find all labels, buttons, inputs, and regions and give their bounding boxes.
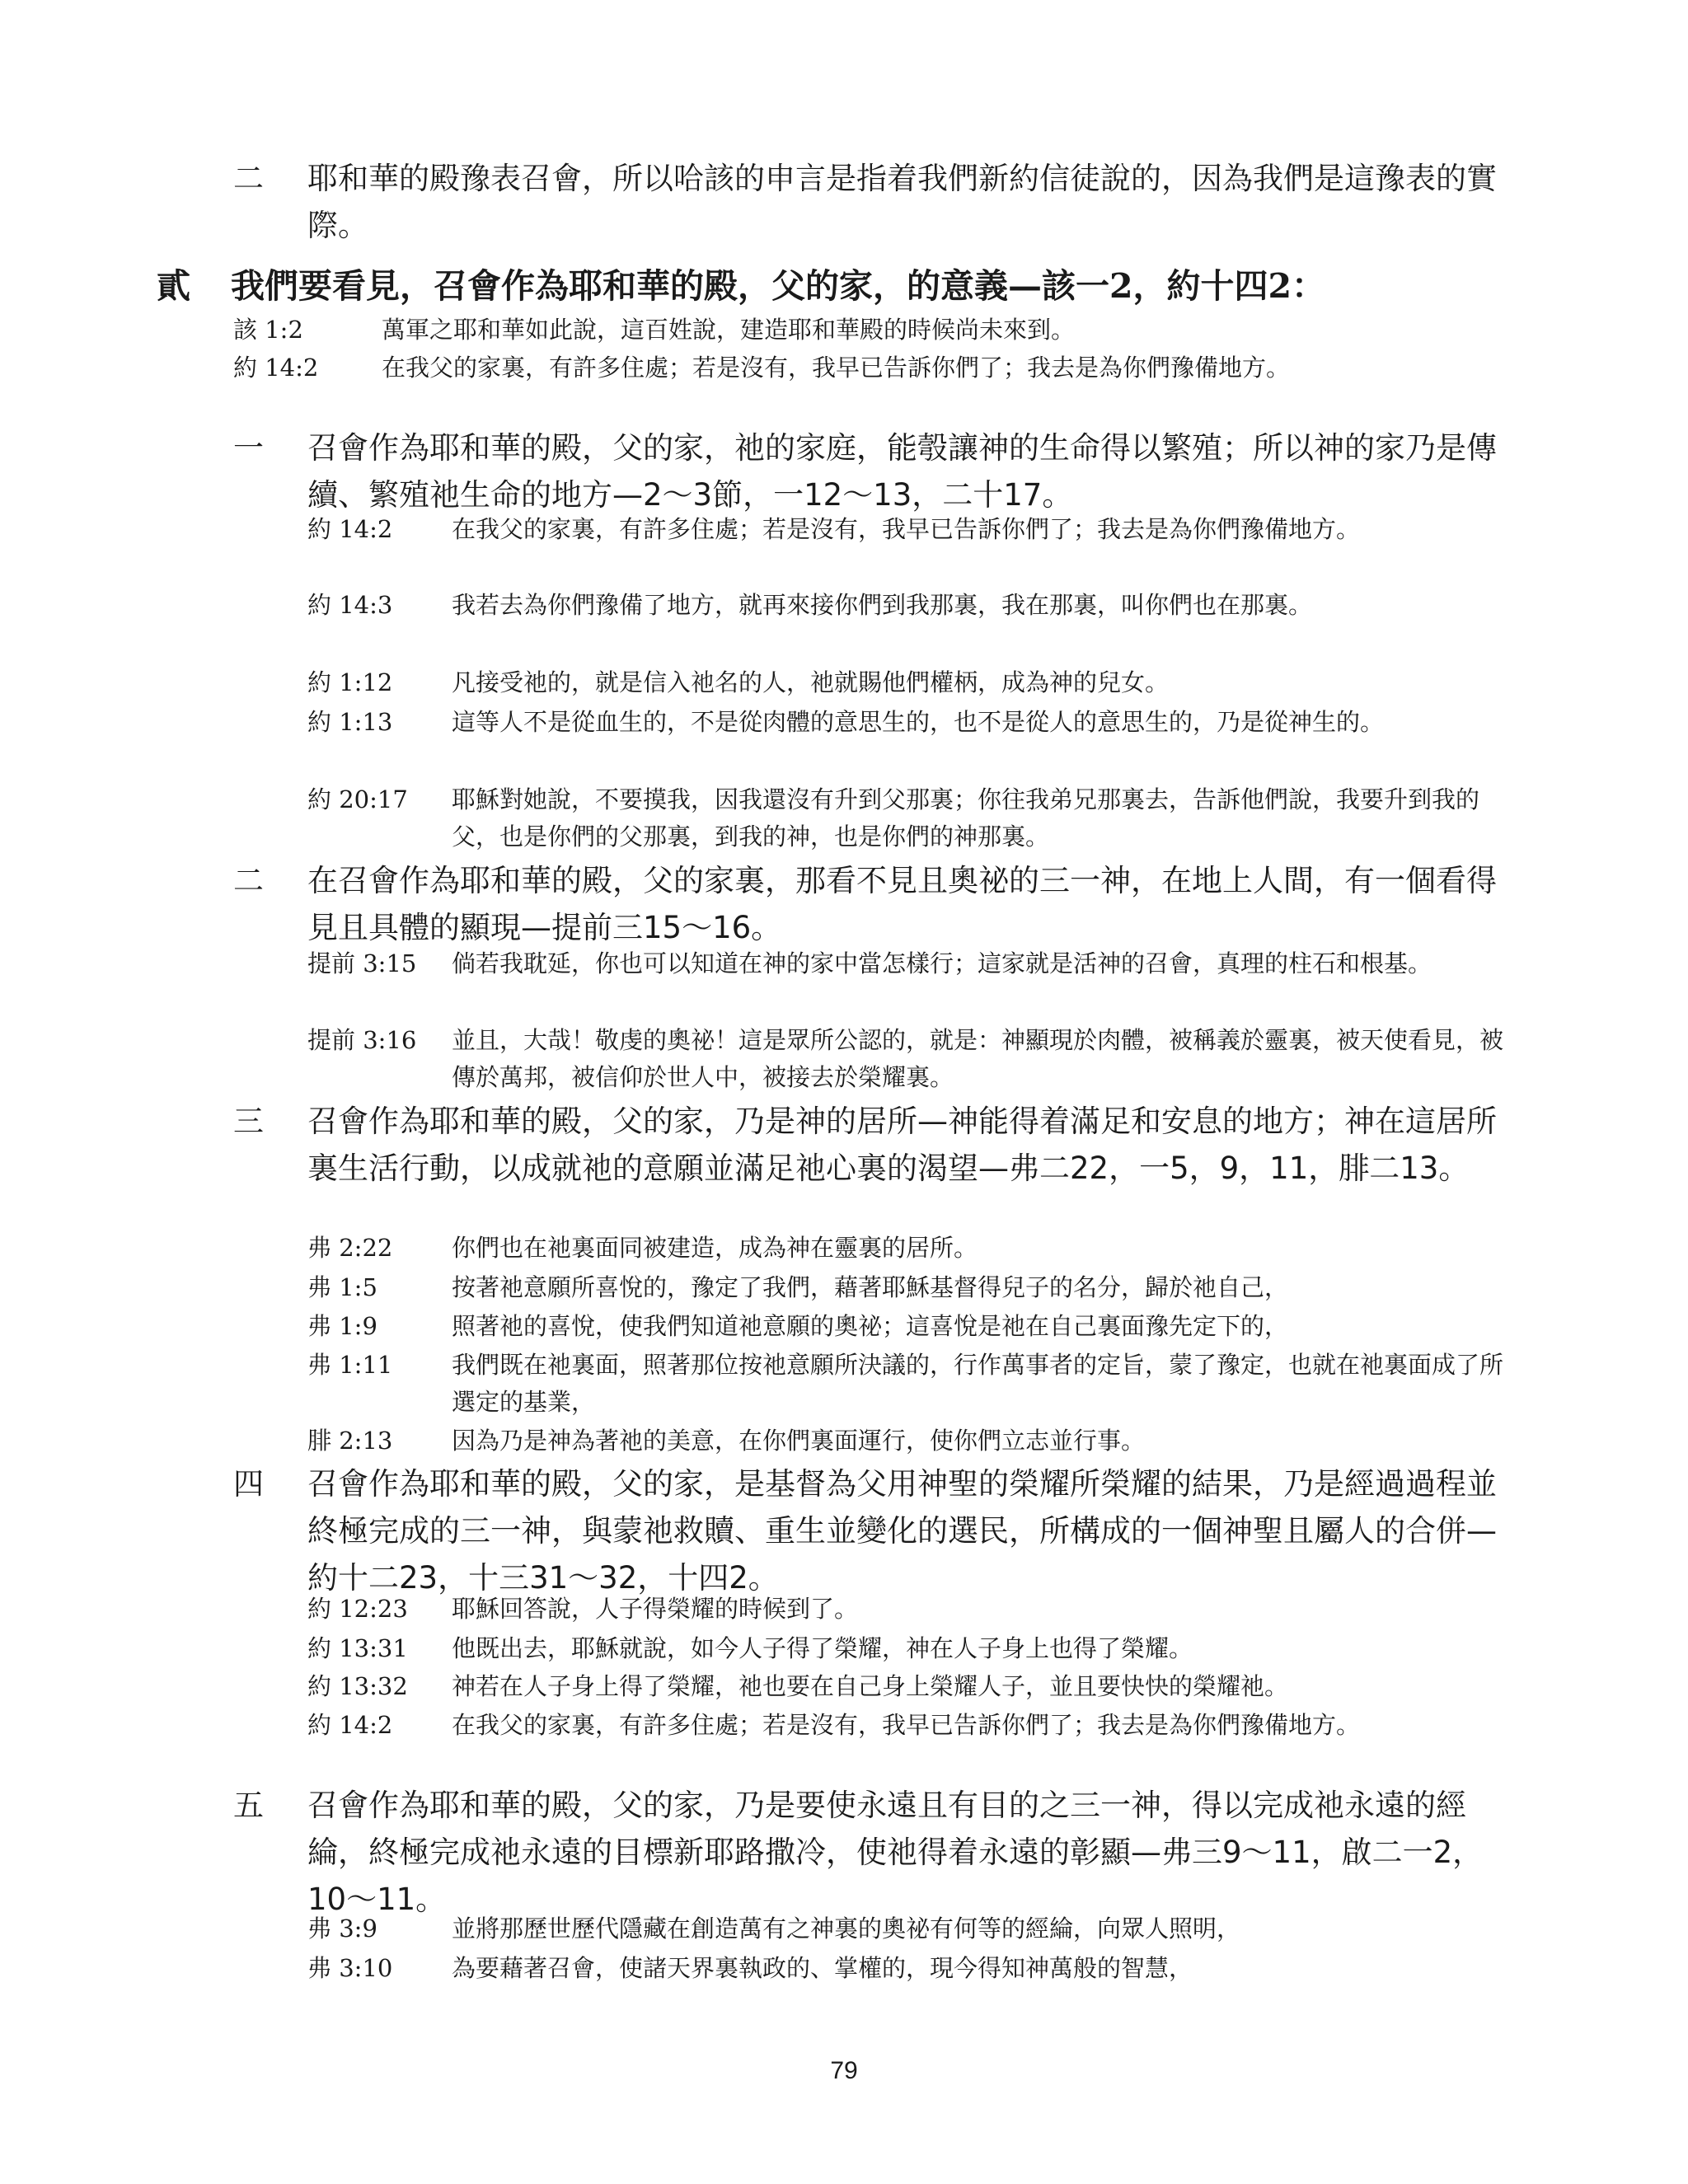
verse bbox=[307, 1230, 1511, 1267]
verse-ref: 約 13:32 bbox=[307, 1672, 408, 1700]
outline-point bbox=[233, 857, 1519, 951]
verse-text: 神若在人子身上得了榮耀，祂也要在自己身上榮耀人子，並且要快快的榮耀祂。 bbox=[452, 1672, 1289, 1700]
verse bbox=[307, 1630, 1511, 1667]
verse bbox=[307, 1022, 1511, 1096]
verse bbox=[307, 781, 1511, 855]
point-number: 四 bbox=[233, 1466, 264, 1502]
verse-text: 你們也在祂裏面同被建造，成為神在靈裏的居所。 bbox=[452, 1234, 978, 1262]
verse-ref: 弗 3:9 bbox=[307, 1915, 377, 1943]
verse-text: 並將那歷世歷代隱藏在創造萬有之神裏的奧祕有何等的經綸，向眾人照明， bbox=[452, 1915, 1241, 1943]
point-text: 召會作為耶和華的殿，父的家，祂的家庭，能彀讓神的生命得以繁殖；所以神的家乃是傳續、繁殖祂生命的地方—2～3節，一12～13，二十17。 bbox=[307, 430, 1497, 513]
verse bbox=[307, 1308, 1511, 1345]
point-text: 召會作為耶和華的殿，父的家，乃是神的居所—神能得着滿足和安息的地方；神在這居所裏生活行動，以成就祂的意願並滿足祂心裏的渴望—弗二22，一5，9，11，腓二13。 bbox=[307, 1104, 1497, 1186]
verse-ref: 提前 3:16 bbox=[307, 1026, 417, 1054]
point-number: 二 bbox=[233, 161, 264, 196]
verse bbox=[307, 1269, 1511, 1306]
verse-text: 我們既在祂裏面，照著那位按祂意願所決議的，行作萬事者的定旨，蒙了豫定，也就在祂裏面成了所選定的基業， bbox=[452, 1351, 1504, 1416]
verse-ref: 弗 2:22 bbox=[307, 1234, 393, 1262]
verse-ref: 約 12:23 bbox=[307, 1595, 408, 1623]
verse-ref: 該 1:2 bbox=[233, 316, 303, 344]
verse bbox=[233, 312, 1519, 349]
point-text: 召會作為耶和華的殿，父的家，是基督為父用神聖的榮耀所榮耀的結果，乃是經過過程並終極完成的三一神，與蒙祂救贖、重生並變化的選民，所構成的一個神聖且屬人的合併—約十二23，十三31～32，十四2。 bbox=[307, 1466, 1497, 1596]
verse-ref: 約 13:31 bbox=[307, 1634, 408, 1662]
verse-text: 他既出去，耶穌就說，如今人子得了榮耀，神在人子身上也得了榮耀。 bbox=[452, 1634, 1193, 1662]
verse bbox=[307, 1668, 1511, 1705]
verse bbox=[307, 1707, 1511, 1744]
verse-ref: 約 1:12 bbox=[307, 668, 393, 696]
verse-text: 在我父的家裏，有許多住處；若是沒有，我早已告訴你們了；我去是為你們豫備地方。 bbox=[382, 354, 1291, 382]
heading-text: 我們要看見，召會作為耶和華的殿，父的家，的意義—該一2，約十四2： bbox=[231, 266, 1326, 306]
verse-text: 耶穌對她說，不要摸我，因我還沒有升到父那裏；你往我弟兄那裏去，告訴他們說，我要升到我的父，也是你們的父那裏，到我的神，也是你們的神那裏。 bbox=[452, 785, 1480, 851]
verse-ref: 弗 3:10 bbox=[307, 1954, 393, 1982]
verse-ref: 提前 3:15 bbox=[307, 949, 417, 977]
outline-point bbox=[233, 1460, 1519, 1601]
verse bbox=[307, 704, 1511, 741]
verse-text: 照著祂的喜悅，使我們知道祂意願的奧祕；這喜悅是祂在自己裏面豫先定下的， bbox=[452, 1312, 1289, 1340]
point-number: 三 bbox=[233, 1104, 264, 1139]
verse-text: 按著祂意願所喜悅的，豫定了我們，藉著耶穌基督得兒子的名分，歸於祂自己， bbox=[452, 1273, 1289, 1301]
verse-ref: 腓 2:13 bbox=[307, 1427, 393, 1455]
point-number: 五 bbox=[233, 1788, 264, 1823]
outline-point bbox=[233, 424, 1519, 518]
verse-text: 因為乃是神為著祂的美意，在你們裏面運行，使你們立志並行事。 bbox=[452, 1427, 1146, 1455]
verse-ref: 弗 1:11 bbox=[307, 1351, 393, 1379]
verse-ref: 約 14:2 bbox=[307, 1711, 393, 1739]
verse bbox=[307, 511, 1511, 548]
point-number: 二 bbox=[233, 863, 264, 898]
verse-text: 萬軍之耶和華如此說，這百姓說，建造耶和華殿的時候尚未來到。 bbox=[382, 316, 1076, 344]
point-text: 耶和華的殿豫表召會，所以哈該的申言是指着我們新約信徒說的，因為我們是這豫表的實際。 bbox=[307, 161, 1497, 243]
verse bbox=[233, 349, 1519, 387]
verse bbox=[307, 945, 1511, 982]
verse-text: 耶穌回答說，人子得榮耀的時候到了。 bbox=[452, 1595, 859, 1623]
verse-text: 這等人不是從血生的，不是從肉體的意思生的，也不是從人的意思生的，乃是從神生的。 bbox=[452, 708, 1385, 736]
verse-text: 在我父的家裏，有許多住處；若是沒有，我早已告訴你們了；我去是為你們豫備地方。 bbox=[452, 1711, 1361, 1739]
verse bbox=[307, 1591, 1511, 1628]
verse-ref: 約 14:3 bbox=[307, 591, 393, 619]
verse-ref: 約 14:2 bbox=[307, 515, 393, 543]
verse bbox=[307, 587, 1511, 624]
verse bbox=[307, 1422, 1511, 1460]
verse-ref: 約 14:2 bbox=[233, 354, 319, 382]
verse-text: 凡接受祂的，就是信入祂名的人，祂就賜他們權柄，成為神的兒女。 bbox=[452, 668, 1170, 696]
verse bbox=[307, 664, 1511, 701]
verse-text: 倘若我耽延，你也可以知道在神的家中當怎樣行；這家就是活神的召會，真理的柱石和根基。 bbox=[452, 949, 1432, 977]
point-text: 召會作為耶和華的殿，父的家，乃是要使永遠且有目的之三一神，得以完成祂永遠的經綸，終極完成祂永遠的目標新耶路撒冷，使祂得着永遠的彰顯—弗三9～11，啟二一2，10～11。 bbox=[307, 1788, 1484, 1917]
verse-ref: 約 1:13 bbox=[307, 708, 393, 736]
verse-ref: 弗 1:5 bbox=[307, 1273, 377, 1301]
verse bbox=[307, 1910, 1511, 1947]
outline-point bbox=[233, 1098, 1519, 1192]
outline-point bbox=[233, 1782, 1519, 1923]
verse-text: 在我父的家裏，有許多住處；若是沒有，我早已告訴你們了；我去是為你們豫備地方。 bbox=[452, 515, 1361, 543]
point-number: 一 bbox=[233, 430, 264, 466]
verse bbox=[307, 1950, 1511, 1987]
point-text: 在召會作為耶和華的殿，父的家裏，那看不見且奧祕的三一神，在地上人間，有一個看得見且具體的顯現—提前三15～16。 bbox=[307, 863, 1497, 945]
section-heading bbox=[157, 262, 1525, 310]
verse-text: 我若去為你們豫備了地方，就再來接你們到我那裏，我在那裏，叫你們也在那裏。 bbox=[452, 591, 1313, 619]
outline-point bbox=[233, 155, 1519, 249]
verse-text: 為要藉著召會，使諸天界裏執政的、掌權的，現今得知神萬般的智慧， bbox=[452, 1954, 1193, 1982]
verse-ref: 弗 1:9 bbox=[307, 1312, 377, 1340]
verse bbox=[307, 1347, 1511, 1421]
page-number: 79 bbox=[830, 2057, 858, 2084]
verse-ref: 約 20:17 bbox=[307, 785, 408, 813]
heading-number: 貳 bbox=[157, 266, 190, 306]
verse-text: 並且，大哉！敬虔的奧祕！這是眾所公認的，就是：神顯現於肉體，被稱義於靈裏，被天使看見，被傳於萬邦，被信仰於世人中，被接去於榮耀裏。 bbox=[452, 1026, 1504, 1091]
